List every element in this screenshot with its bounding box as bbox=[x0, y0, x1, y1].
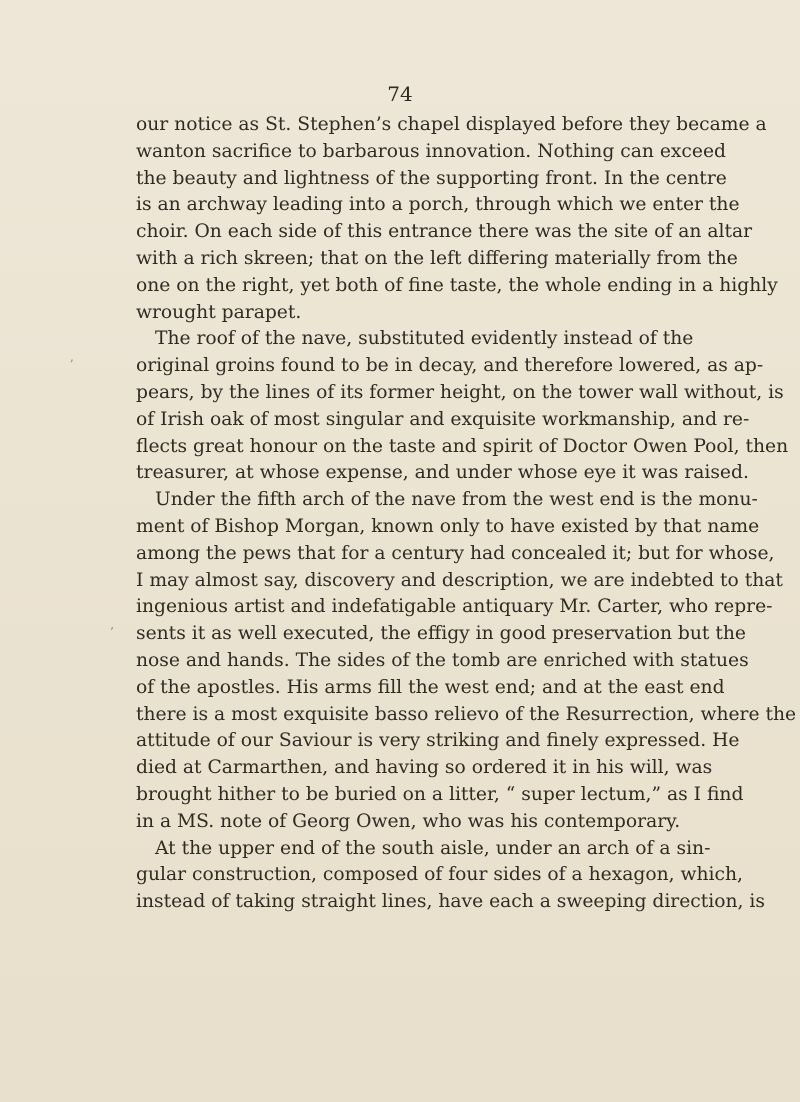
paragraph bbox=[136, 487, 797, 835]
text-line: I may almost say, discovery and description, we are indebted to that bbox=[136, 569, 783, 591]
text-line: ingenious artist and indefatigable antiquary Mr. Carter, who repre- bbox=[136, 596, 773, 618]
text-line: ment of Bishop Morgan, known only to have existed by that name bbox=[136, 515, 760, 537]
body-text bbox=[136, 112, 797, 916]
text-line: of the apostles. His arms fill the west end; and at the east end bbox=[136, 676, 725, 698]
text-line: choir. On each side of this entrance there was the site of an altar bbox=[136, 221, 753, 243]
text-line: The roof of the nave, substituted evidently instead of the bbox=[155, 328, 694, 350]
text-line: among the pews that for a century had concealed it; but for whose, bbox=[136, 542, 775, 564]
text-line: the beauty and lightness of the supporting front. In the centre bbox=[136, 167, 727, 189]
text-line: died at Carmarthen, and having so ordered it in his will, was bbox=[136, 757, 713, 779]
paragraph bbox=[136, 836, 765, 916]
text-line: wrought parapet. bbox=[136, 301, 302, 323]
text-line: pears, by the lines of its former height, on the tower wall without, is bbox=[136, 381, 784, 403]
text-line: one on the right, yet both of fine taste, the whole ending in a highly bbox=[136, 274, 778, 296]
text-line: original groins found to be in decay, and therefore lowered, as ap- bbox=[136, 355, 764, 377]
text-line: treasurer, at whose expense, and under whose eye it was raised. bbox=[136, 462, 749, 484]
text-line: gular construction, composed of four sides of a hexagon, which, bbox=[136, 864, 743, 886]
text-line: Under the fifth arch of the nave from the west end is the monu- bbox=[155, 489, 758, 511]
margin-speck: ’ bbox=[110, 625, 114, 639]
page-number: 74 bbox=[387, 82, 413, 106]
text-line: flects great honour on the taste and spirit of Doctor Owen Pool, then bbox=[136, 435, 789, 457]
text-line: brought hither to be buried on a litter, “ super lectum,” as I find bbox=[136, 783, 744, 805]
paragraph bbox=[136, 112, 778, 326]
text-line: there is a most exquisite basso relievo of the Resurrection, where the bbox=[136, 703, 797, 725]
text-line: instead of taking straight lines, have each a sweeping direction, is bbox=[136, 891, 765, 913]
text-line: sents it as well executed, the effigy in good preservation but the bbox=[136, 623, 746, 645]
text-line: our notice as St. Stephen’s chapel displayed before they became a bbox=[136, 114, 767, 135]
text-line: of Irish oak of most singular and exquisite workmanship, and re- bbox=[136, 408, 750, 430]
text-line: nose and hands. The sides of the tomb are enriched with statues bbox=[136, 649, 749, 671]
text-line: At the upper end of the south aisle, under an arch of a sin- bbox=[155, 837, 711, 859]
text-line: wanton sacrifice to barbarous innovation. Nothing can exceed bbox=[136, 140, 726, 162]
paragraph bbox=[136, 326, 789, 487]
text-line: is an archway leading into a porch, through which we enter the bbox=[136, 194, 740, 216]
text-line: attitude of our Saviour is very striking and finely expressed. He bbox=[136, 730, 740, 752]
margin-speck: , bbox=[70, 350, 74, 364]
text-line: in a MS. note of Georg Owen, who was his contemporary. bbox=[136, 810, 681, 832]
text-line: with a rich skreen; that on the left differing materially from the bbox=[136, 247, 738, 269]
